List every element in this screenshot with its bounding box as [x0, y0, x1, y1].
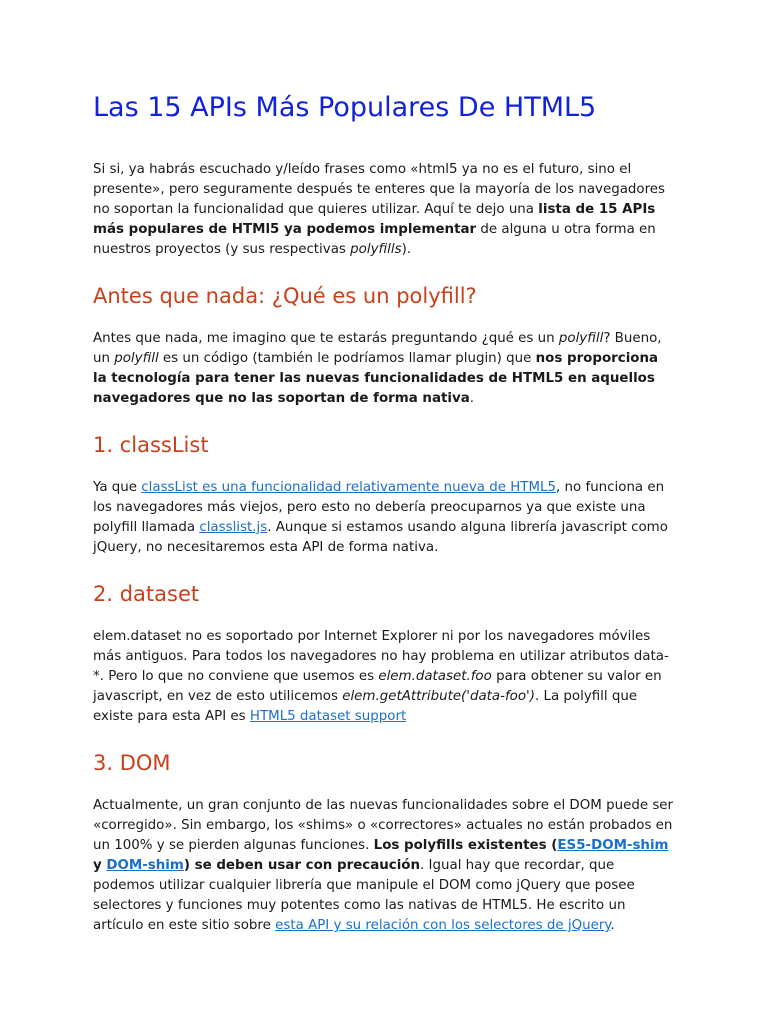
dom-bold: Los polyfills existentes (	[373, 838, 558, 853]
classlist-text: , no funciona en los navegadores más viejos, pero esto no debería preocuparnos ya que existe una polyfill llamada	[93, 480, 665, 535]
polyfill-bold: nos proporciona la tecnología para tener las nuevas funcionalidades de HTML5 en aquellos navegadores que no las soportan de forma nativa	[93, 351, 659, 406]
classlist-text: Ya que	[93, 480, 142, 495]
jquery-article-link[interactable]: esta API y su relación con los selectores de jQuery	[275, 918, 611, 933]
intro-text: ).	[401, 242, 412, 257]
dataset-italic: elem.dataset.foo	[378, 669, 492, 684]
dom-text: Actualmente, un gran conjunto de las nuevas funcionalidades sobre el DOM puede ser «corregido». Sin embargo, los «shims» o «correctores» actuales no están probados en un 100% y se pierden algunas funciones.	[93, 798, 674, 853]
section-heading-classlist: 1. classList	[93, 433, 209, 457]
polyfill-text: Antes que nada, me imagino que te estarás preguntando ¿qué es un	[93, 331, 559, 346]
polyfill-text: ? Bueno, un	[93, 331, 662, 366]
dom-paragraph	[93, 796, 676, 936]
polyfill-text: es un código (también le podríamos llamar plugin) que	[158, 351, 536, 366]
section-heading-dom: 3. DOM	[93, 751, 171, 775]
intro-italic: polyfills	[350, 242, 402, 257]
dataset-italic: elem.getAttribute('data-foo')	[342, 689, 535, 704]
dom-bold: ) se deben usar con precaución	[183, 858, 421, 873]
dataset-support-link[interactable]: HTML5 dataset support	[249, 709, 407, 724]
dataset-text: elem.dataset no es soportado por Internet Explorer ni por los navegadores móviles más antiguos. Para todos los navegadores no hay problema en utilizar atributos data-*. Pero lo que no conviene que usemos es	[93, 629, 669, 684]
polyfill-text: .	[469, 391, 475, 406]
section-heading-polyfill: Antes que nada: ¿Qué es un polyfill?	[93, 284, 477, 308]
polyfill-paragraph	[93, 329, 676, 409]
dom-shim-link[interactable]: DOM-shim	[106, 858, 184, 873]
classlist-link[interactable]: classList es una funcionalidad relativamente nueva de HTML5	[141, 480, 557, 495]
polyfill-italic: polyfill	[558, 331, 604, 346]
section-heading-dataset: 2. dataset	[93, 582, 200, 606]
intro-paragraph	[93, 160, 676, 260]
dom-text: . Igual hay que recordar, que podemos utilizar cualquier librería que manipule el DOM como jQuery que posee selectores y funciones muy potentes como las nativas de HTML5. He escrito un artículo en este sitio sobre	[93, 858, 635, 933]
es5-dom-shim-link[interactable]: ES5-DOM-shim	[557, 838, 669, 853]
classlist-paragraph	[93, 478, 676, 558]
dom-text: .	[610, 918, 615, 933]
intro-bold: lista de 15 APIs más populares de HTMl5 ya podemos implementar	[93, 202, 656, 237]
intro-text: Si si, ya habrás escuchado y/leído frases como «html5 ya no es el futuro, sino el presente», pero seguramente después te enteres que la mayoría de los navegadores no soportan la funcionalidad que quieres utilizar. Aquí te dejo una	[93, 162, 666, 217]
dataset-text: . La polyfill que existe para esta API es	[93, 689, 638, 724]
dom-bold: y	[93, 858, 107, 873]
classlist-js-link[interactable]: classlist.js	[199, 520, 268, 535]
intro-text: de alguna u otra forma en nuestros proyectos (y sus respectivas	[93, 222, 656, 257]
polyfill-italic: polyfill	[114, 351, 159, 366]
classlist-text: . Aunque si estamos usando alguna librería javascript como jQuery, no necesitaremos esta API de forma nativa.	[93, 520, 668, 555]
dataset-text: para obtener su valor en javascript, en vez de esto utilicemos	[93, 669, 662, 704]
page-title: Las 15 APIs Más Populares De HTML5	[93, 92, 597, 123]
dataset-paragraph	[93, 627, 676, 727]
